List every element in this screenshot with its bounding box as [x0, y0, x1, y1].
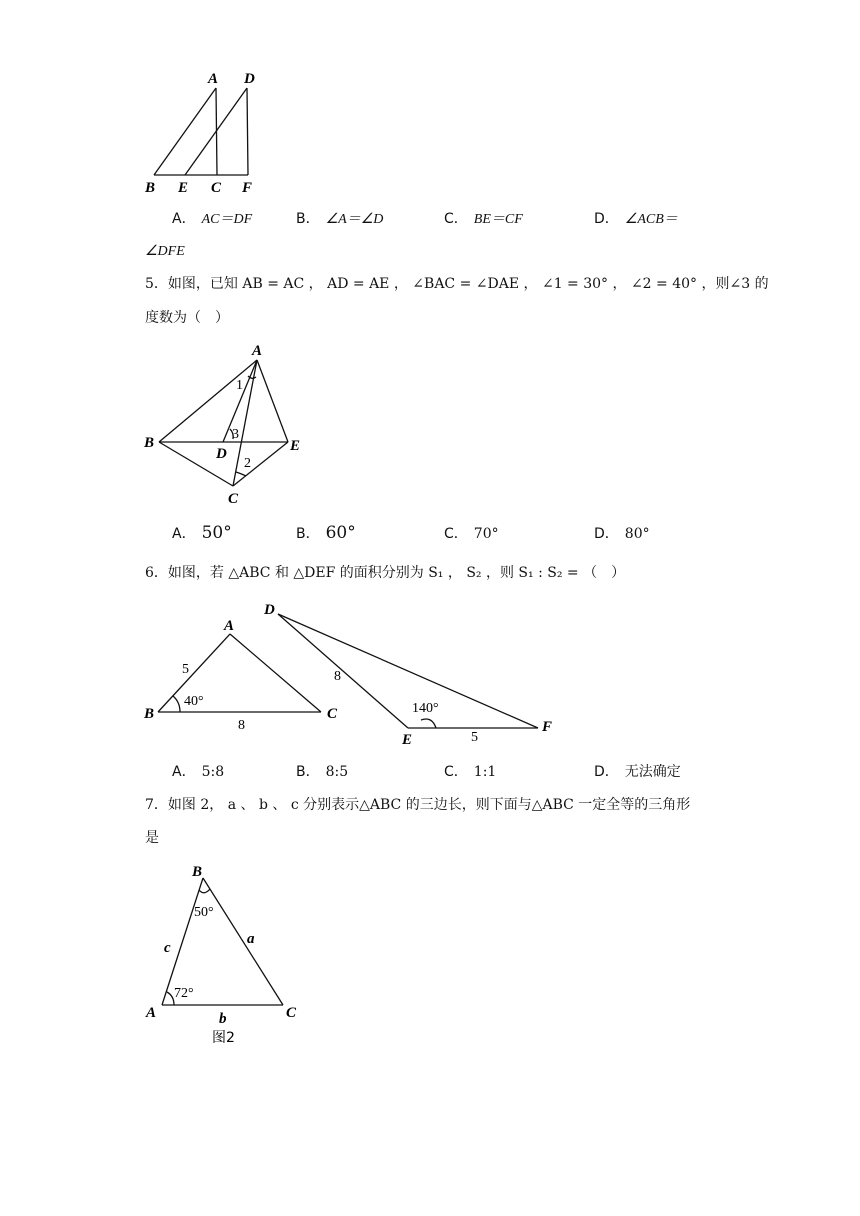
- q5-stem-line2: 度数为（ ）: [145, 310, 229, 326]
- point-label-c: C: [228, 491, 239, 507]
- segment-ce: [233, 442, 288, 486]
- q5-stem-line1: 5．如图，已知 AB = AC ， AD = AE ， ∠BAC = ∠DAE ， ∠1 = 30° ， ∠2 = 40° ，则∠3 的: [145, 276, 769, 292]
- angle-label-2: 2: [244, 456, 251, 471]
- q5-option-d[interactable]: D． 80°: [594, 526, 650, 542]
- angle-label-e: 140°: [412, 701, 439, 716]
- angle-label-b: 40°: [184, 694, 204, 709]
- segment-ab: [154, 88, 216, 175]
- q6-option-d[interactable]: D． 无法确定: [594, 764, 681, 780]
- q7-stem-line1: 7．如图 2， a 、 b 、 c 分别表示△ABC 的三边长，则下面与△ABC 一定全等的三角形: [145, 797, 691, 813]
- point-label-b: B: [145, 180, 156, 196]
- q6-stem-line1: 6．如图，若 △ABC 和 △DEF 的面积分别为 S₁ ， S₂ ，则 S₁ : S₂ = （ ）: [145, 565, 626, 581]
- point-label-d: D: [244, 71, 255, 87]
- figure-caption: 图2: [212, 1030, 235, 1046]
- segment-bc: [203, 878, 283, 1005]
- side-label-a: a: [247, 931, 255, 947]
- angle-label-1: 1: [236, 378, 243, 393]
- point-label-a: A: [146, 1005, 157, 1021]
- side-label-ef: 5: [471, 730, 478, 745]
- point-label-e: E: [290, 438, 301, 454]
- segment-de: [278, 614, 408, 728]
- segment-ad: [223, 360, 257, 442]
- segment-ac: [230, 634, 321, 712]
- q6-option-b[interactable]: B． 8:5: [296, 764, 349, 780]
- q6-option-a[interactable]: A． 5:8: [172, 764, 225, 780]
- segment-ab: [159, 360, 257, 442]
- angle-arc-e: [421, 719, 436, 728]
- point-label-a: A: [252, 343, 263, 359]
- point-label-a: A: [224, 618, 235, 634]
- q4-option-d[interactable]: D． ∠ACB＝: [594, 211, 678, 227]
- q4-option-a[interactable]: A． AC＝DF: [172, 211, 253, 227]
- angle-label-3: 3: [232, 427, 239, 442]
- point-label-c: C: [286, 1005, 297, 1021]
- q6-option-c[interactable]: C． 1:1: [444, 764, 497, 780]
- point-label-b: B: [192, 864, 203, 880]
- point-label-f: F: [542, 719, 553, 735]
- figure-q4: [140, 66, 270, 198]
- angle-label-b: 50°: [194, 905, 214, 920]
- figure-q7: [140, 858, 310, 1048]
- q4-option-d-wrap: ∠DFE: [145, 244, 185, 259]
- point-label-c: C: [211, 180, 222, 196]
- segment-df: [247, 88, 248, 175]
- q7-stem-line2: 是: [145, 830, 159, 846]
- segment-df: [278, 614, 538, 728]
- q4-option-b[interactable]: B． ∠A＝∠D: [296, 211, 384, 227]
- point-label-f: F: [242, 180, 253, 196]
- side-label-de: 8: [334, 669, 341, 684]
- point-label-a: A: [208, 71, 219, 87]
- side-label-b: b: [219, 1011, 227, 1027]
- point-label-e: E: [402, 732, 413, 748]
- angle-arc-2: [236, 472, 246, 476]
- point-label-b: B: [144, 706, 155, 722]
- q4-option-c[interactable]: C． BE＝CF: [444, 211, 523, 227]
- point-label-b: B: [144, 435, 155, 451]
- point-label-d: D: [264, 602, 275, 618]
- angle-arc-b: [173, 696, 180, 712]
- q5-option-b[interactable]: B． 60°: [296, 523, 356, 543]
- angle-arc-b: [199, 889, 210, 893]
- q5-option-c[interactable]: C． 70°: [444, 526, 499, 542]
- figure-q5: [140, 340, 310, 510]
- angle-arc-a: [167, 992, 174, 1005]
- point-label-c: C: [327, 706, 338, 722]
- q5-option-a[interactable]: A． 50°: [172, 523, 232, 543]
- point-label-e: E: [178, 180, 189, 196]
- side-label-c: c: [164, 940, 171, 956]
- side-label-ab: 5: [182, 662, 189, 677]
- angle-label-a: 72°: [174, 986, 194, 1001]
- point-label-d: D: [216, 446, 227, 462]
- figure-q6: [140, 598, 560, 748]
- segment-ae: [257, 360, 288, 442]
- side-label-bc: 8: [238, 718, 245, 733]
